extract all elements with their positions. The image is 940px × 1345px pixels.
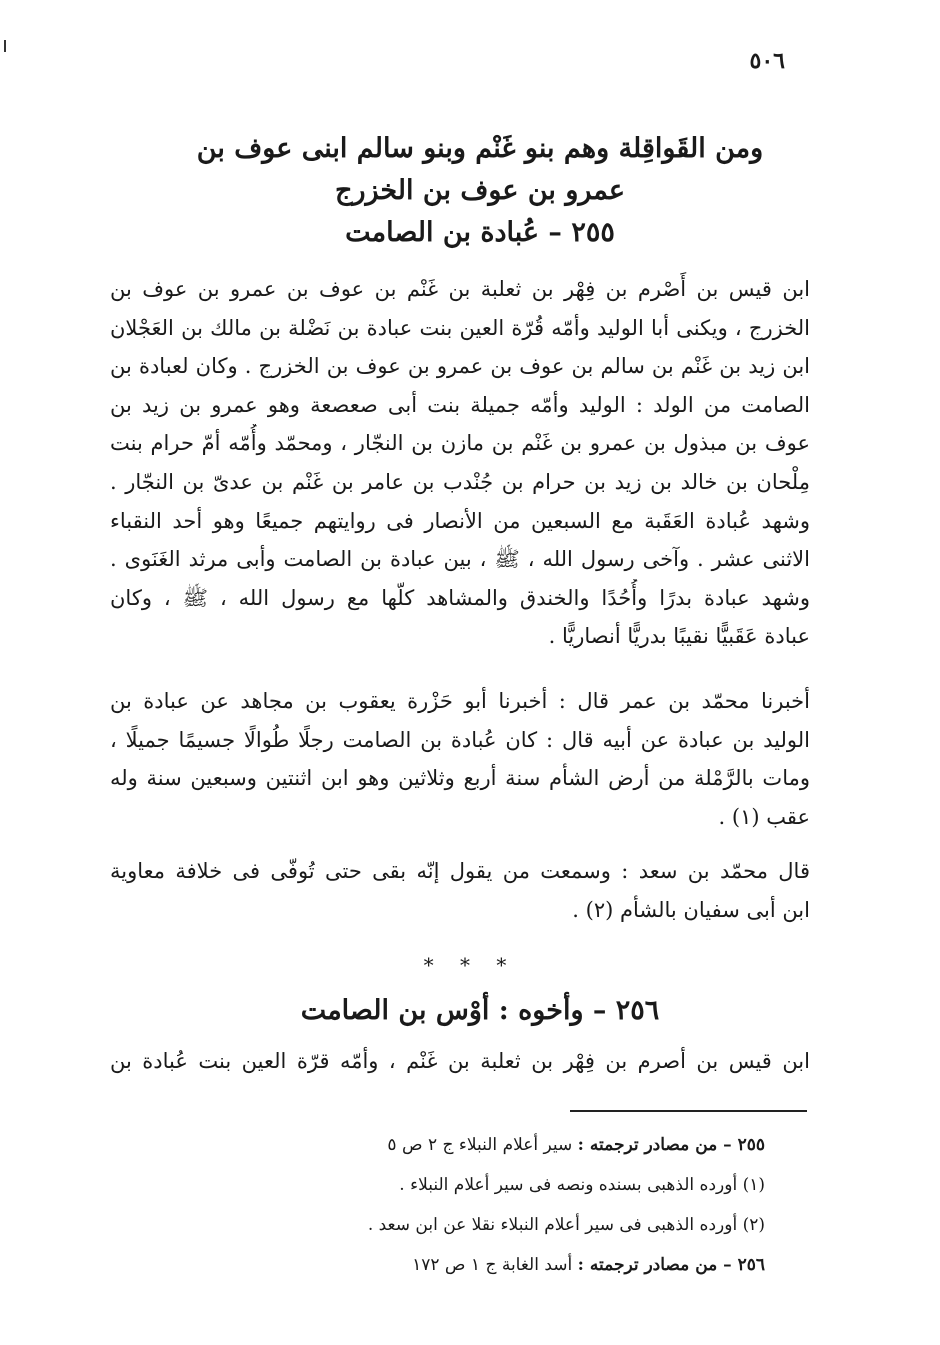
text-line: ابن أبى سفيان بالشأم (٢) . xyxy=(572,897,810,922)
text-line: عبادة عَقَبيًّا نقيبًا بدريًّا أنصاريًّا . xyxy=(548,624,810,649)
text-line: ابن زيد بن غَنْم بن سالم بن عوف بن عمرو بن عوف بن الخزرج . وكان لعبادة بن xyxy=(110,354,810,379)
text-line: ابن قيس بن أَصْرم بن فِهْر بن ثعلبة بن غَنْم بن عوف بن عمرو بن عوف بن xyxy=(110,277,810,301)
text-line: الاثنى عشر . وآخى رسول الله ، ﷺ ، بين عبادة بن الصامت وأبى مرثد الغَنَوى . xyxy=(110,547,810,572)
text-line: عقب (١) . xyxy=(718,804,810,829)
footnote-2: (٢) أورده الذهبى فى سير أعلام النبلاء نقلا عن ابن سعد . xyxy=(367,1215,765,1235)
section-separator: * * * xyxy=(423,953,517,977)
section-heading-2: ٢٥٦ – وأخوه : أوْس بن الصامت xyxy=(300,995,660,1026)
text-line: قال محمّد بن سعد : وسمعت من يقول إنّه بقى حتى تُوفّى فى خلافة معاوية xyxy=(110,859,810,883)
footnote-source-256 xyxy=(165,1245,765,1285)
text-line: وشهد عبادة بدرًا وأُحُدًا والخندق والمشاهد كلّها مع رسول الله ، ﷺ ، وكان xyxy=(110,585,810,610)
biography-paragraph-2 xyxy=(110,682,810,836)
footnote-label: ٢٥٦ – من مصادر ترجمته : xyxy=(577,1255,765,1275)
footnote-source-255 xyxy=(165,1125,765,1165)
text-line: الخزرج ، ويكنى أبا الوليد وأمّه قُرّة العين بنت عبادة بن نَضْلة بن مالك بن العَجْلان xyxy=(110,315,810,340)
text-line: وشهد عُبادة العَقَبة مع السبعين من الأنصار فى روايتهم جميعًا وهو أحد النقباء xyxy=(110,508,810,533)
text-line: ابن قيس بن أصرم بن فِهْر بن ثعلبة بن غَنْم ، وأمّه قرّة العين بنت عُبادة بن xyxy=(110,1049,810,1073)
page-number: ٥٠٦ xyxy=(749,48,785,74)
biography-paragraph-4 xyxy=(110,1042,810,1081)
text-line: عوف بن مبذول بن عمرو بن غَنْم بن مازن بن النجّار ، ومحمّد وأُمّه أمّ حرام بنت xyxy=(110,431,810,456)
heading-line: ومن القَواقِلة وهم بنو غَنْم وبنو سالم ابنى عوف بن xyxy=(196,133,764,164)
biography-paragraph-1 xyxy=(110,270,810,656)
footnote-text: سير أعلام النبلاء ج ٢ ص ٥ xyxy=(387,1135,573,1155)
text-line: الوليد بن عبادة عن أبيه قال : كان عُبادة بن الصامت رجلًا طُوالًا جسيمًا جميلًا ، xyxy=(110,727,810,752)
text-line: الصامت من الولد : الوليد وأمّه جميلة بنت أبى صعصعة وهو عمرو بن زيد بن xyxy=(110,392,810,417)
footnote-rule xyxy=(570,1110,807,1112)
text-line: مِلْحان بن خالد بن زيد بن حرام بن جُنْدب بن عامر بن غَنْم بن عدىّ بن النجّار . xyxy=(110,469,810,494)
margin-mark xyxy=(4,40,6,52)
footnotes xyxy=(165,1125,765,1285)
footnote-text: أسد الغابة ج ١ ص ١٧٢ xyxy=(412,1255,573,1275)
heading-line: ٢٥٥ – عُبادة بن الصامت xyxy=(345,217,615,248)
section-heading xyxy=(150,128,810,254)
heading-line: عمرو بن عوف بن الخزرج xyxy=(335,175,625,206)
text-line: ومات بالرَّمْلة من أرض الشأم سنة أربع وثلاثين وهو ابن اثنتين وسبعين سنة وله xyxy=(110,766,810,791)
footnote-label: ٢٥٥ – من مصادر ترجمته : xyxy=(577,1135,765,1155)
biography-paragraph-3 xyxy=(110,852,810,929)
text-line: أخبرنا محمّد بن عمر قال : أخبرنا أبو حَزْرة يعقوب بن مجاهد عن عبادة بن xyxy=(110,689,810,713)
footnote-1: (١) أورده الذهبى بسنده ونصه فى سير أعلام النبلاء . xyxy=(399,1175,765,1195)
